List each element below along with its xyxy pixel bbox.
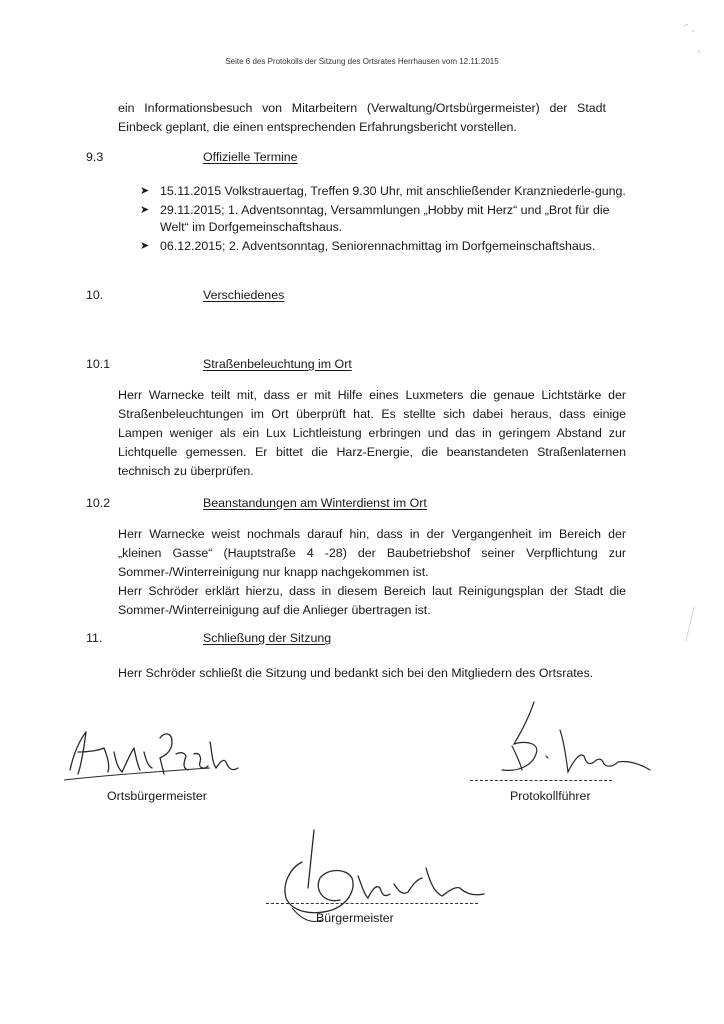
list-item: ➤ 15.11.2015 Volkstrauertag, Treffen 9.30 Uhr, mit anschließender Kranzniederle-gung. <box>140 183 626 201</box>
list-item: ➤ 29.11.2015; 1. Adventsonntag, Versammlungen „Hobby mit Herz“ und „Brot für die Welt“ im Dorfgemeinschaftshaus. <box>140 202 610 234</box>
section-number-10-1: 10.1 <box>86 357 111 371</box>
section-number-10-2: 10.2 <box>86 496 111 510</box>
list-item: ➤ 06.12.2015; 2. Adventsonntag, Seniorennachmittag im Dorfgemeinschaftshaus. <box>140 238 626 256</box>
arrow-bullet-icon: ➤ <box>140 185 150 197</box>
signature-label-right: Protokollführer <box>510 789 591 803</box>
signature-label-left: Ortsbürgermeister <box>107 789 207 803</box>
scan-artifact-line <box>680 605 700 645</box>
signature-ortsbuergermeister <box>60 722 260 782</box>
section-title-10: Verschiedenes <box>203 288 285 302</box>
section-11-text: Herr Schröder schließt die Sitzung und bedankt sich bei den Mitgliedern des Ortsrates. <box>118 666 594 680</box>
section-title-9-3: Offizielle Termine <box>203 150 298 164</box>
section-number-10: 10. <box>86 288 104 302</box>
section-10-2-body <box>118 525 626 620</box>
running-header: Seite 6 des Protokolls der Sitzung des Ortsrates Herrhausen vom 12.11.2015 <box>225 57 499 66</box>
arrow-bullet-icon: ➤ <box>140 203 150 216</box>
arrow-bullet-icon: ➤ <box>140 239 150 252</box>
section-10-2-text-2: Herr Schröder erklärt hierzu, dass in diesem Bereich laut Reinigungsplan der Stadt die Sommer-/Winterreinigung auf die Anlieger übertragen ist. <box>118 584 626 617</box>
section-title-11: Schließung der Sitzung <box>203 631 332 645</box>
section-number-11: 11. <box>86 631 103 645</box>
section-10-1-body <box>118 386 626 481</box>
signature-protokollfuehrer <box>468 700 658 790</box>
section-10-1-text: Herr Warnecke teilt mit, dass er mit Hilfe eines Luxmeters die genaue Lichtstärke der Straßenbeleuchtungen im Ort überprüft hat. Es stellte sich dabei heraus, dass einige Lampen weniger als ein Lux Lichtleistung erbringen und das in geringem Abstand zur Lichtquelle gemessen. Er bittet die Harz-Energie, die beanstandeten Straßenlaternen technisch zu überprüfen. <box>118 388 626 478</box>
section-11-body <box>118 664 628 683</box>
intro-paragraph <box>118 99 606 137</box>
scan-artifact-mark <box>680 20 710 60</box>
section-title-10-2: Beanstandungen am Winterdienst im Ort <box>203 496 427 510</box>
appointment-list <box>140 183 626 256</box>
signature-label-bottom: Bürgermeister <box>316 911 394 925</box>
section-10-2-text-1: Herr Warnecke weist nochmals darauf hin, dass in der Vergangenheit im Bereich der „kleinen Gasse“ (Hauptstraße 4 -28) der Baubetriebshof seiner Verpflichtung zur Sommer-/Winterreinigung nur knapp nachgekommen ist. <box>118 527 626 579</box>
intro-text: ein Informationsbesuch von Mitarbeitern (Verwaltung/Ortsbürgermeister) der Stadt Einbeck geplant, die einen entsprechenden Erfahrungsbericht vorstellen. <box>118 101 606 134</box>
section-number-9-3: 9.3 <box>86 150 104 164</box>
section-title-10-1: Straßenbeleuchtung im Ort <box>203 357 352 371</box>
